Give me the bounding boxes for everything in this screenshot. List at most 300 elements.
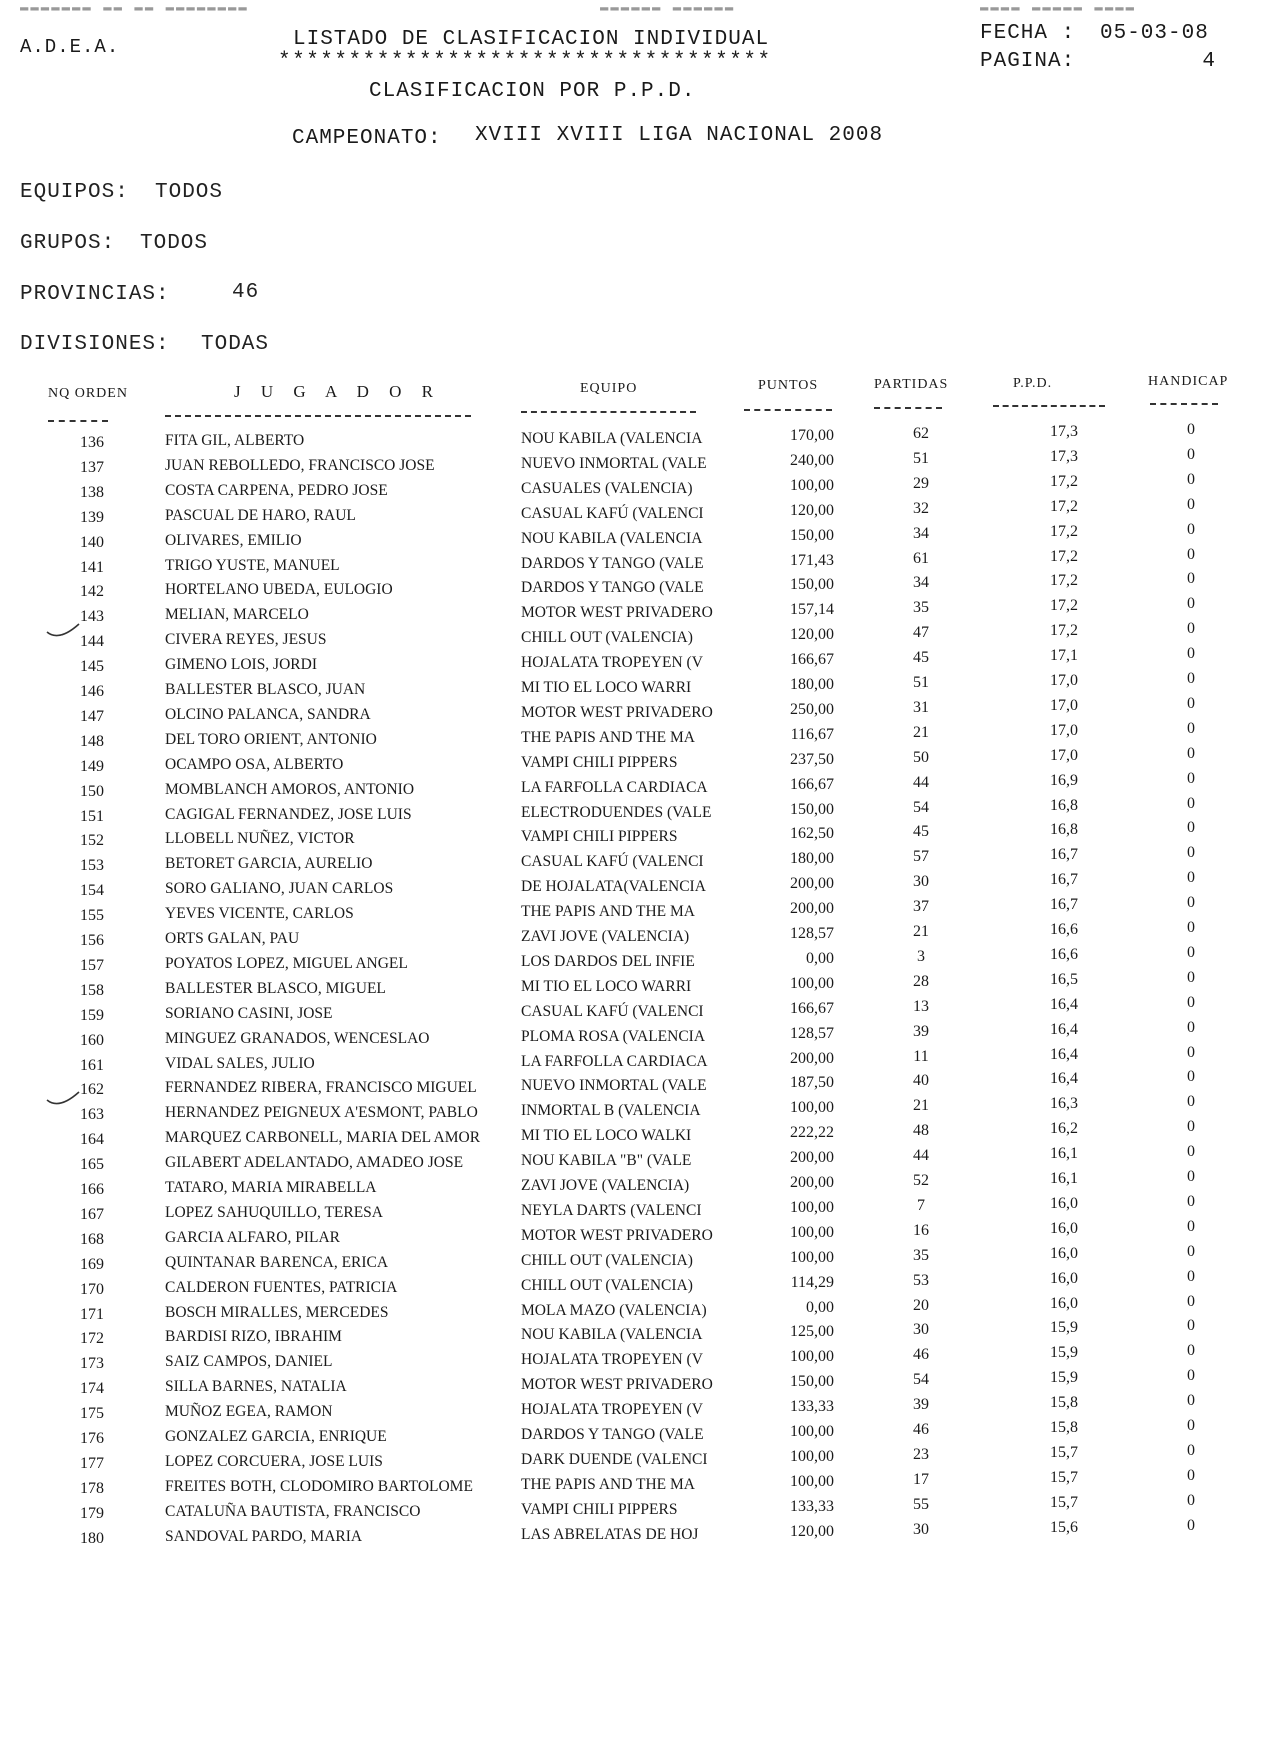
provincias-value: 46 [232, 281, 260, 304]
jugador-cell: QUINTANAR BARENCA, ERICA [165, 1253, 389, 1271]
puntos-cell: 133,33 [790, 1497, 834, 1515]
table-row [0, 769, 1275, 804]
table-row [0, 844, 1275, 878]
orden-cell: 151 [80, 807, 104, 825]
equipo-cell: MI TIO EL LOCO WALKI [521, 1127, 692, 1145]
table-row [0, 1093, 1275, 1127]
orden-cell: 137 [80, 458, 104, 476]
orden-cell: 157 [80, 956, 104, 974]
equipo-cell: NOU KABILA "B" (VALE [521, 1152, 692, 1170]
orden-cell: 143 [80, 608, 104, 626]
jugador-cell: MELIAN, MARCELO [165, 606, 309, 624]
ppd-cell: 16,2 [1050, 1120, 1078, 1138]
table-row [0, 1118, 1275, 1152]
table-row [0, 1417, 1275, 1451]
handicap-cell: 0 [1187, 1392, 1195, 1410]
jugador-cell: VIDAL SALES, JULIO [165, 1054, 315, 1072]
ppd-cell: 17,0 [1050, 721, 1078, 739]
orden-cell: 168 [80, 1230, 104, 1248]
puntos-cell: 187,50 [790, 1074, 834, 1092]
handicap-cell: 0 [1187, 1342, 1195, 1360]
partidas-cell: 51 [913, 674, 929, 691]
jugador-cell: MOMBLANCH AMOROS, ANTONIO [165, 780, 415, 798]
orden-cell: 177 [80, 1454, 104, 1472]
orden-cell: 148 [80, 732, 104, 750]
equipo-cell: LA FARFOLLA CARDIACA [521, 1052, 708, 1070]
handicap-cell: 0 [1187, 993, 1195, 1011]
equipo-cell: ZAVI JOVE (VALENCIA) [521, 928, 690, 945]
puntos-cell: 157,14 [790, 601, 834, 619]
partidas-cell: 50 [913, 748, 929, 766]
partidas-cell: 35 [913, 599, 929, 617]
ppd-cell: 17,0 [1050, 746, 1078, 764]
jugador-cell: JUAN REBOLLEDO, FRANCISCO JOSE [165, 456, 435, 474]
orden-cell: 152 [80, 832, 104, 850]
handicap-cell: 0 [1187, 1367, 1195, 1385]
puntos-cell: 180,00 [790, 850, 834, 868]
divisiones-label: DIVISIONES: [20, 333, 170, 356]
col-header-partidas: PARTIDAS [874, 377, 949, 392]
partidas-cell: 45 [913, 649, 929, 667]
table-row [0, 1192, 1275, 1227]
equipo-cell: LAS ABRELATAS DE HOJ [521, 1525, 699, 1543]
handicap-cell: 0 [1187, 421, 1195, 438]
orden-cell: 166 [80, 1181, 104, 1198]
equipo-cell: ZAVI JOVE (VALENCIA) [521, 1177, 690, 1194]
orden-cell: 170 [80, 1280, 104, 1298]
ppd-cell: 15,9 [1050, 1319, 1078, 1337]
puntos-cell: 100,00 [790, 1423, 834, 1440]
jugador-cell: OCAMPO OSA, ALBERTO [165, 755, 344, 773]
ppd-cell: 16,6 [1050, 921, 1078, 938]
table-row [0, 993, 1275, 1028]
ppd-cell: 16,1 [1050, 1145, 1078, 1163]
orden-cell: 174 [80, 1380, 104, 1398]
ppd-cell: 16,4 [1050, 1045, 1078, 1063]
jugador-cell: BETORET GARCIA, AURELIO [165, 855, 373, 873]
fax-header-residue-right: ▬▬▬▬ ▬▬▬▬▬ ▬▬▬▬ [980, 0, 1137, 16]
jugador-cell: LOPEZ SAHUQUILLO, TERESA [165, 1203, 383, 1221]
equipo-cell: HOJALATA TROPEYEN (V [521, 1401, 703, 1419]
campeonato-value: XVIII XVIII LIGA NACIONAL 2008 [475, 124, 884, 147]
table-row [0, 1367, 1275, 1401]
table-row [0, 520, 1275, 555]
table-row [0, 943, 1275, 978]
partidas-cell: 30 [913, 873, 929, 891]
partidas-cell: 20 [913, 1296, 929, 1314]
handicap-cell: 0 [1187, 570, 1195, 588]
handicap-cell: 0 [1187, 620, 1195, 638]
table-row [0, 595, 1275, 629]
partidas-cell: 62 [913, 425, 929, 442]
rule-orden [48, 420, 108, 422]
equipo-cell: VAMPI CHILI PIPPERS [521, 1500, 678, 1518]
orden-cell: 145 [80, 658, 104, 676]
partidas-cell: 16 [913, 1221, 929, 1239]
equipo-cell: THE PAPIS AND THE MA [521, 1475, 695, 1493]
jugador-cell: CATALUÑA BAUTISTA, FRANCISCO [165, 1502, 421, 1520]
puntos-cell: 166,67 [790, 775, 834, 793]
puntos-cell: 100,00 [790, 1099, 834, 1117]
puntos-cell: 100,00 [790, 1472, 834, 1490]
equipo-cell: NOU KABILA (VALENCIA [521, 1326, 703, 1344]
col-header-ppd: P.P.D. [1013, 376, 1053, 391]
equipo-cell: MI TIO EL LOCO WARRI [521, 679, 692, 696]
handicap-cell: 0 [1187, 1242, 1195, 1260]
partidas-cell: 23 [913, 1445, 929, 1463]
col-header-orden: NQ ORDEN [48, 386, 128, 401]
equipo-cell: MOTOR WEST PRIVADERO [521, 1376, 713, 1394]
jugador-cell: HERNANDEZ PEIGNEUX A'ESMONT, PABLO [165, 1104, 478, 1122]
puntos-cell: 100,00 [790, 1223, 834, 1241]
partidas-cell: 45 [913, 823, 929, 841]
equipo-cell: MOLA MAZO (VALENCIA) [521, 1301, 707, 1319]
ppd-cell: 16,5 [1050, 970, 1078, 988]
ppd-cell: 17,2 [1050, 497, 1078, 515]
orden-cell: 153 [80, 857, 104, 875]
partidas-cell: 21 [913, 723, 929, 741]
equipo-cell: CHILL OUT (VALENCIA) [521, 629, 693, 647]
puntos-cell: 180,00 [790, 676, 834, 693]
puntos-cell: 114,29 [790, 1273, 834, 1291]
rule-jugador [165, 415, 471, 417]
table-row [0, 670, 1275, 704]
orden-cell: 172 [80, 1330, 104, 1348]
equipo-cell: VAMPI CHILI PIPPERS [521, 828, 678, 846]
campeonato-label: CAMPEONATO: [292, 127, 442, 150]
ppd-cell: 16,1 [1050, 1170, 1078, 1187]
puntos-cell: 120,00 [790, 626, 834, 644]
partidas-cell: 40 [913, 1072, 929, 1090]
equipo-cell: DARK DUENDE (VALENCI [521, 1450, 708, 1468]
puntos-cell: 170,00 [790, 427, 834, 444]
orden-cell: 146 [80, 683, 104, 700]
ppd-cell: 15,8 [1050, 1419, 1078, 1436]
equipo-cell: MOTOR WEST PRIVADERO [521, 1226, 713, 1244]
ppd-cell: 17,0 [1050, 672, 1078, 689]
jugador-cell: HORTELANO UBEDA, EULOGIO [165, 581, 393, 599]
handicap-cell: 0 [1187, 968, 1195, 986]
table-row [0, 1441, 1275, 1476]
ppd-cell: 16,7 [1050, 896, 1078, 914]
jugador-cell: YEVES VICENTE, CARLOS [165, 905, 354, 923]
rule-puntos [744, 409, 832, 411]
partidas-cell: 55 [913, 1495, 929, 1513]
puntos-cell: 0,00 [806, 1298, 834, 1316]
equipo-cell: LOS DARDOS DEL INFIE [521, 952, 695, 970]
handicap-cell: 0 [1187, 445, 1195, 463]
orden-cell: 140 [80, 533, 104, 551]
jugador-cell: GIMENO LOIS, JORDI [165, 656, 317, 674]
equipo-cell: THE PAPIS AND THE MA [521, 903, 695, 921]
table-row [0, 421, 1275, 455]
table-row [0, 919, 1275, 953]
jugador-cell: CALDERON FUENTES, PATRICIA [165, 1278, 398, 1296]
equipo-cell: ELECTRODUENDES (VALE [521, 803, 712, 821]
equipo-cell: CASUAL KAFÚ (VALENCI [521, 504, 704, 522]
partidas-cell: 52 [913, 1172, 929, 1189]
handicap-cell: 0 [1187, 670, 1195, 687]
partidas-cell: 21 [913, 923, 929, 940]
puntos-cell: 100,00 [790, 1198, 834, 1216]
orden-cell: 160 [80, 1031, 104, 1049]
table-row [0, 545, 1275, 580]
handicap-cell: 0 [1187, 495, 1195, 513]
orden-cell: 165 [80, 1156, 104, 1174]
jugador-cell: TRIGO YUSTE, MANUEL [165, 556, 340, 574]
puntos-cell: 200,00 [790, 875, 834, 893]
ppd-cell: 16,0 [1050, 1219, 1078, 1237]
handicap-cell: 0 [1187, 1118, 1195, 1136]
equipos-label: EQUIPOS: [20, 181, 129, 204]
equipo-cell: CHILL OUT (VALENCIA) [521, 1251, 693, 1269]
jugador-cell: TATARO, MARIA MIRABELLA [165, 1179, 377, 1196]
jugador-cell: PASCUAL DE HARO, RAUL [165, 506, 356, 524]
partidas-cell: 54 [913, 1371, 929, 1389]
ppd-cell: 17,2 [1050, 597, 1078, 615]
puntos-cell: 120,00 [790, 501, 834, 519]
orden-cell: 155 [80, 907, 104, 925]
table-row [0, 1068, 1275, 1102]
ppd-cell: 15,6 [1050, 1518, 1078, 1536]
table-row [0, 1018, 1275, 1053]
jugador-cell: ORTS GALAN, PAU [165, 930, 300, 947]
equipo-cell: DARDOS Y TANGO (VALE [521, 554, 704, 572]
orden-cell: 175 [80, 1405, 104, 1423]
divisiones-value: TODAS [201, 333, 270, 356]
partidas-cell: 30 [913, 1520, 929, 1538]
jugador-cell: CAGIGAL FERNANDEZ, JOSE LUIS [165, 805, 412, 823]
jugador-cell: GARCIA ALFARO, PILAR [165, 1228, 340, 1246]
jugador-cell: SORIANO CASINI, JOSE [165, 1004, 333, 1022]
handicap-cell: 0 [1187, 1466, 1195, 1484]
equipo-cell: MOTOR WEST PRIVADERO [521, 703, 713, 721]
table-row [0, 744, 1275, 779]
orden-cell: 173 [80, 1355, 104, 1373]
equipo-cell: NEYLA DARTS (VALENCI [521, 1201, 702, 1219]
table-row [0, 620, 1275, 654]
jugador-cell: FITA GIL, ALBERTO [165, 432, 305, 449]
ppd-cell: 16,7 [1050, 871, 1078, 889]
table-row [0, 694, 1275, 729]
jugador-cell: MINGUEZ GRANADOS, WENCESLAO [165, 1029, 430, 1047]
table-row [0, 1491, 1275, 1526]
equipo-cell: CASUALES (VALENCIA) [521, 479, 693, 497]
equipo-cell: HOJALATA TROPEYEN (V [521, 1351, 703, 1369]
fecha-value: 05-03-08 [1100, 22, 1209, 45]
jugador-cell: SILLA BARNES, NATALIA [165, 1378, 347, 1396]
jugador-cell: DEL TORO ORIENT, ANTONIO [165, 730, 377, 748]
partidas-cell: 39 [913, 1022, 929, 1040]
equipo-cell: VAMPI CHILI PIPPERS [521, 753, 678, 771]
table-row [0, 1143, 1275, 1177]
col-header-equipo: EQUIPO [580, 381, 638, 396]
ppd-cell: 17,0 [1050, 696, 1078, 714]
fecha-label: FECHA : [980, 22, 1076, 45]
table-row [0, 1317, 1275, 1351]
equipo-cell: PLOMA ROSA (VALENCIA [521, 1027, 706, 1045]
equipo-cell: CASUAL KAFÚ (VALENCI [521, 1002, 704, 1020]
partidas-cell: 32 [913, 499, 929, 517]
ppd-cell: 16,4 [1050, 1020, 1078, 1038]
jugador-cell: OLCINO PALANCA, SANDRA [165, 705, 371, 723]
handicap-cell: 0 [1187, 719, 1195, 737]
equipo-cell: HOJALATA TROPEYEN (V [521, 654, 703, 672]
puntos-cell: 128,57 [790, 1024, 834, 1042]
equipo-cell: NOU KABILA (VALENCIA [521, 529, 703, 547]
puntos-cell: 240,00 [790, 451, 834, 469]
puntos-cell: 200,00 [790, 1174, 834, 1191]
jugador-cell: MARQUEZ CARBONELL, MARIA DEL AMOR [165, 1129, 481, 1147]
jugador-cell: FREITES BOTH, CLODOMIRO BARTOLOME [165, 1477, 473, 1495]
partidas-cell: 34 [913, 574, 929, 592]
ppd-cell: 16,0 [1050, 1244, 1078, 1262]
table-row [0, 1292, 1275, 1327]
table-row [0, 645, 1275, 679]
orden-cell: 169 [80, 1255, 104, 1273]
puntos-cell: 150,00 [790, 576, 834, 594]
equipo-cell: THE PAPIS AND THE MA [521, 728, 695, 746]
partidas-cell: 61 [913, 549, 929, 567]
handicap-cell: 0 [1187, 869, 1195, 887]
jugador-cell: LOPEZ CORCUERA, JOSE LUIS [165, 1452, 383, 1470]
puntos-cell: 222,22 [790, 1124, 834, 1142]
partidas-cell: 47 [913, 624, 929, 642]
handicap-cell: 0 [1187, 595, 1195, 613]
handicap-cell: 0 [1187, 545, 1195, 563]
ppd-cell: 17,2 [1050, 572, 1078, 590]
handicap-cell: 0 [1187, 894, 1195, 912]
col-header-handicap: HANDICAP [1148, 374, 1229, 389]
handicap-cell: 0 [1187, 1143, 1195, 1161]
handicap-cell: 0 [1187, 645, 1195, 663]
handicap-cell: 0 [1187, 1217, 1195, 1235]
jugador-cell: BARDISI RIZO, IBRAHIM [165, 1328, 342, 1346]
partidas-cell: 29 [913, 474, 929, 492]
equipo-cell: LA FARFOLLA CARDIACA [521, 778, 708, 796]
ppd-cell: 16,8 [1050, 796, 1078, 814]
handicap-cell: 0 [1187, 943, 1195, 961]
puntos-cell: 125,00 [790, 1323, 834, 1341]
orden-cell: 147 [80, 707, 104, 725]
jugador-cell: BALLESTER BLASCO, JUAN [165, 681, 366, 698]
handicap-cell: 0 [1187, 844, 1195, 862]
orden-cell: 162 [80, 1081, 104, 1099]
handicap-cell: 0 [1187, 1317, 1195, 1335]
orden-cell: 179 [80, 1504, 104, 1522]
handicap-cell: 0 [1187, 1441, 1195, 1459]
puntos-cell: 100,00 [790, 1447, 834, 1465]
partidas-cell: 48 [913, 1122, 929, 1140]
ppd-cell: 15,9 [1050, 1344, 1078, 1362]
puntos-cell: 133,33 [790, 1398, 834, 1416]
jugador-cell: CIVERA REYES, JESUS [165, 631, 327, 649]
orden-cell: 159 [80, 1006, 104, 1024]
handicap-cell: 0 [1187, 520, 1195, 538]
partidas-cell: 11 [913, 1047, 929, 1065]
orden-cell: 149 [80, 757, 104, 775]
table-row [0, 495, 1275, 530]
handicap-cell: 0 [1187, 1491, 1195, 1509]
orden-cell: 163 [80, 1106, 104, 1124]
table-row [0, 470, 1275, 505]
handicap-cell: 0 [1187, 1516, 1195, 1534]
jugador-cell: GONZALEZ GARCIA, ENRIQUE [165, 1428, 387, 1445]
equipo-cell: NUEVO INMORTAL (VALE [521, 454, 707, 472]
fax-header-residue: ▬▬▬▬▬▬▬ ▬▬ ▬▬ ▬▬▬▬▬▬▬▬ [20, 0, 249, 16]
ppd-cell: 17,2 [1050, 472, 1078, 490]
ppd-cell: 15,7 [1050, 1493, 1078, 1511]
orden-cell: 167 [80, 1205, 104, 1223]
orden-cell: 176 [80, 1430, 104, 1447]
handicap-cell: 0 [1187, 470, 1195, 488]
orden-cell: 150 [80, 782, 104, 800]
rule-handicap [1150, 403, 1218, 405]
rule-ppd [993, 405, 1105, 407]
partidas-cell: 57 [913, 848, 929, 866]
equipo-cell: MI TIO EL LOCO WARRI [521, 977, 692, 995]
title-underline-stars: *********************************** [278, 50, 772, 73]
col-header-jugador: J U G A D O R [234, 382, 441, 401]
partidas-cell: 35 [913, 1246, 929, 1264]
ppd-cell: 16,0 [1050, 1194, 1078, 1212]
partidas-cell: 44 [913, 773, 929, 791]
pagina-value: 4 [1202, 50, 1216, 73]
equipo-cell: INMORTAL B (VALENCIA [521, 1102, 701, 1120]
table-row [0, 794, 1275, 829]
handicap-cell: 0 [1187, 919, 1195, 936]
partidas-cell: 39 [913, 1396, 929, 1414]
table-row [0, 1168, 1275, 1202]
partidas-cell: 51 [913, 449, 929, 467]
puntos-cell: 171,43 [790, 551, 834, 569]
ppd-cell: 15,7 [1050, 1443, 1078, 1461]
orden-cell: 144 [80, 633, 104, 651]
equipo-cell: DE HOJALATA(VALENCIA [521, 878, 706, 896]
ppd-cell: 16,4 [1050, 995, 1078, 1013]
jugador-cell: BOSCH MIRALLES, MERCEDES [165, 1303, 389, 1321]
ppd-cell: 16,8 [1050, 821, 1078, 839]
partidas-cell: 46 [913, 1346, 929, 1364]
ppd-cell: 17,3 [1050, 447, 1078, 465]
jugador-cell: MUÑOZ EGEA, RAMON [165, 1403, 333, 1421]
table-row [0, 968, 1275, 1003]
jugador-cell: POYATOS LOPEZ, MIGUEL ANGEL [165, 954, 408, 972]
equipo-cell: CHILL OUT (VALENCIA) [521, 1276, 693, 1294]
table-row [0, 1242, 1275, 1277]
handicap-cell: 0 [1187, 1292, 1195, 1310]
jugador-cell: SAIZ CAMPOS, DANIEL [165, 1353, 333, 1371]
orden-cell: 139 [80, 508, 104, 526]
pagina-label: PAGINA: [980, 50, 1076, 73]
puntos-cell: 150,00 [790, 800, 834, 818]
ppd-cell: 16,9 [1050, 771, 1078, 789]
table-row [0, 445, 1275, 480]
partidas-cell: 44 [913, 1147, 929, 1165]
ppd-cell: 16,6 [1050, 945, 1078, 963]
partidas-cell: 13 [913, 997, 929, 1015]
jugador-cell: BALLESTER BLASCO, MIGUEL [165, 979, 386, 997]
ppd-cell: 16,7 [1050, 846, 1078, 864]
rule-partidas [874, 407, 942, 409]
orden-cell: 161 [80, 1056, 104, 1074]
handicap-cell: 0 [1187, 1093, 1195, 1111]
table-row [0, 1516, 1275, 1551]
table-row [0, 1342, 1275, 1376]
grupos-value: TODOS [140, 232, 209, 255]
equipo-cell: DARDOS Y TANGO (VALE [521, 579, 704, 597]
table-row [0, 1217, 1275, 1252]
